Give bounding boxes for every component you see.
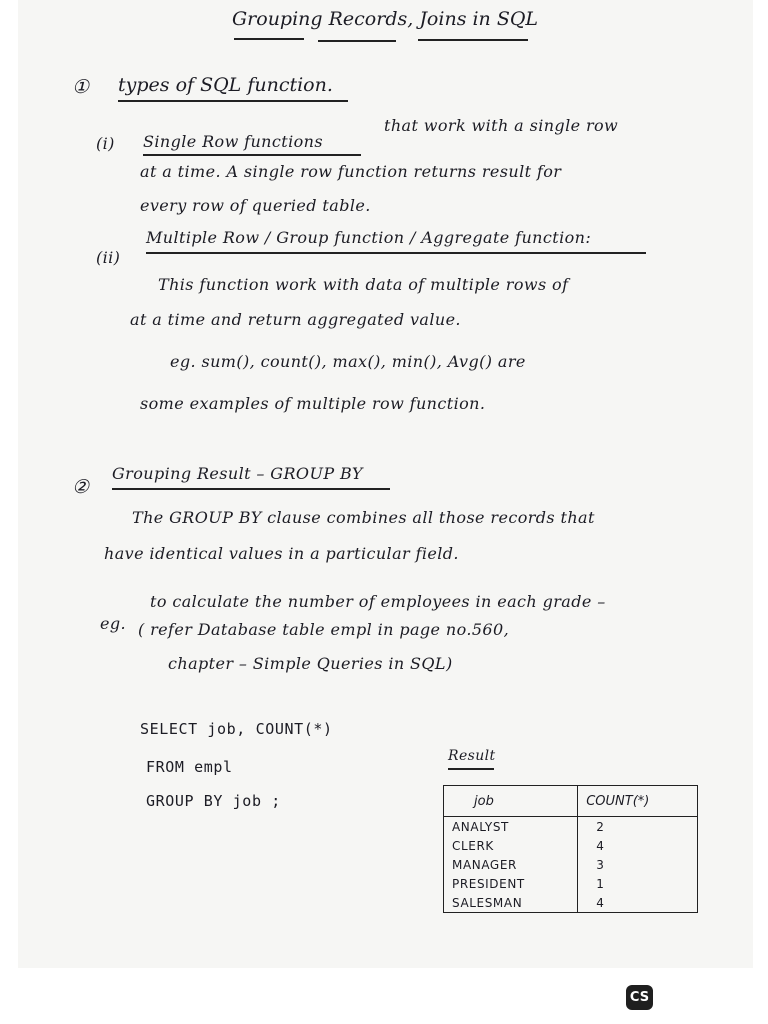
item-1-marker: (i): [96, 134, 115, 153]
section-1-heading: types of SQL function.: [118, 74, 333, 96]
column-header-job: job: [444, 786, 578, 817]
job-cell: PRESIDENT: [452, 876, 525, 891]
job-cell: CLERK: [452, 838, 494, 853]
section-2-example-line2: ( refer Database table empl in page no.560,: [138, 620, 510, 639]
count-cell: 4: [578, 893, 698, 913]
table-row: [444, 817, 698, 837]
item-1-line2: at a time. A single row function returns result for: [140, 162, 562, 181]
item-1-term: Single Row functions: [143, 132, 323, 151]
page-title: Grouping Records, Joins in SQL: [232, 8, 539, 30]
job-cell: MANAGER: [452, 857, 517, 872]
section-2-heading: Grouping Result – GROUP BY: [112, 464, 363, 483]
item-1-line1: that work with a single row: [384, 116, 619, 135]
result-label-underline: [448, 768, 494, 770]
item-2-term-underline: [146, 252, 646, 254]
query-line-2: FROM empl: [146, 758, 233, 776]
title-underline: [318, 40, 396, 42]
section-2-number: ②: [72, 476, 90, 498]
camscanner-logo-icon: CS: [626, 985, 653, 1010]
item-2-example-line2: some examples of multiple row function.: [140, 394, 486, 413]
section-2-example-line3: chapter – Simple Queries in SQL): [168, 654, 453, 673]
result-table: [443, 785, 698, 913]
item-1-term-underline: [143, 154, 361, 156]
result-label: Result: [448, 748, 496, 764]
item-1-line3: every row of queried table.: [140, 196, 371, 215]
section-1-number: ①: [72, 76, 90, 98]
item-2-line1: This function work with data of multiple rows of: [158, 275, 569, 294]
section-2-line1: The GROUP BY clause combines all those records that: [132, 508, 595, 527]
count-cell: 3: [578, 855, 698, 874]
table-header-row: [444, 786, 698, 817]
item-2-marker: (ii): [96, 248, 121, 267]
table-row: [444, 893, 698, 913]
item-2-example-line1: eg. sum(), count(), max(), min(), Avg() are: [170, 352, 526, 371]
section-2-example-marker: eg.: [100, 614, 126, 633]
section-2-example-line1: to calculate the number of employees in each grade –: [150, 592, 606, 611]
query-line-1: SELECT job, COUNT(*): [140, 720, 333, 738]
count-cell: 2: [578, 817, 698, 837]
job-cell: SALESMAN: [452, 895, 523, 910]
table-row: [444, 855, 698, 874]
table-row: [444, 836, 698, 855]
count-cell: 4: [578, 836, 698, 855]
column-header-count: COUNT(*): [578, 786, 698, 817]
query-line-3: GROUP BY job ;: [146, 792, 281, 810]
section-2-underline: [112, 488, 390, 490]
job-cell: ANALYST: [452, 819, 509, 834]
title-underline: [234, 38, 304, 40]
section-2-line2: have identical values in a particular field.: [104, 544, 459, 563]
item-2-line2: at a time and return aggregated value.: [130, 310, 461, 329]
count-cell: 1: [578, 874, 698, 893]
section-1-underline: [118, 100, 348, 102]
item-2-term: Multiple Row / Group function / Aggregate function:: [146, 228, 592, 247]
title-underline: [418, 39, 528, 41]
table-row: [444, 874, 698, 893]
